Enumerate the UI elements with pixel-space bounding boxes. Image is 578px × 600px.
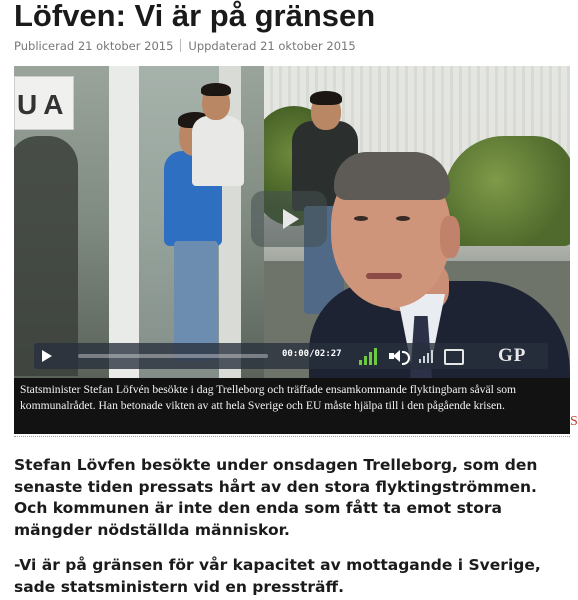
big-play-button[interactable] [251,191,327,247]
caption-edge-letter: S [570,414,578,429]
signal-bars-icon[interactable] [419,349,433,363]
meta-divider [180,39,181,52]
fullscreen-icon[interactable] [444,349,464,365]
published-date: Publicerad 21 oktober 2015 [14,39,174,53]
volume-icon[interactable] [389,349,409,363]
quality-signal-icon[interactable] [359,347,381,365]
scene-door-frame [109,66,139,378]
article-lead: Stefan Lövfen besökte under onsdagen Trelleborg, som den senaste tiden pressats hårt av den stora flyktingströmmen. Och kommunen är inte den enda som fått ta emot stora mängder nödställda människor. [14,456,538,539]
video-caption: Statsminister Stefan Löfvén besökte i dag Trelleborg och träffade ensamkommande flyktingbarn såväl som kommunalrådet. Han betonade vikten av att hela Sverige och EU måste hjälpa till i den pågående krisen. [14,378,570,434]
scene-hedge [444,136,570,246]
article-quote: -Vi är på gränsen för vår kapacitet av mottagande i Sverige, sade statsministern vid en pressträff. [14,556,541,596]
video-player[interactable] [14,66,570,378]
updated-date: Uppdaterad 21 oktober 2015 [188,39,356,53]
video-controls [34,343,548,369]
article-meta [14,39,356,53]
scene-sign: UA [14,76,74,130]
gp-logo: GP [498,345,527,366]
article-headline: Löfven: Vi är på gränsen [14,0,376,33]
play-icon[interactable] [42,350,52,362]
time-display: 00:00/02:27 [282,349,342,359]
big-play-icon [283,209,299,229]
caption-divider [14,436,570,437]
progress-bar[interactable] [78,354,268,358]
